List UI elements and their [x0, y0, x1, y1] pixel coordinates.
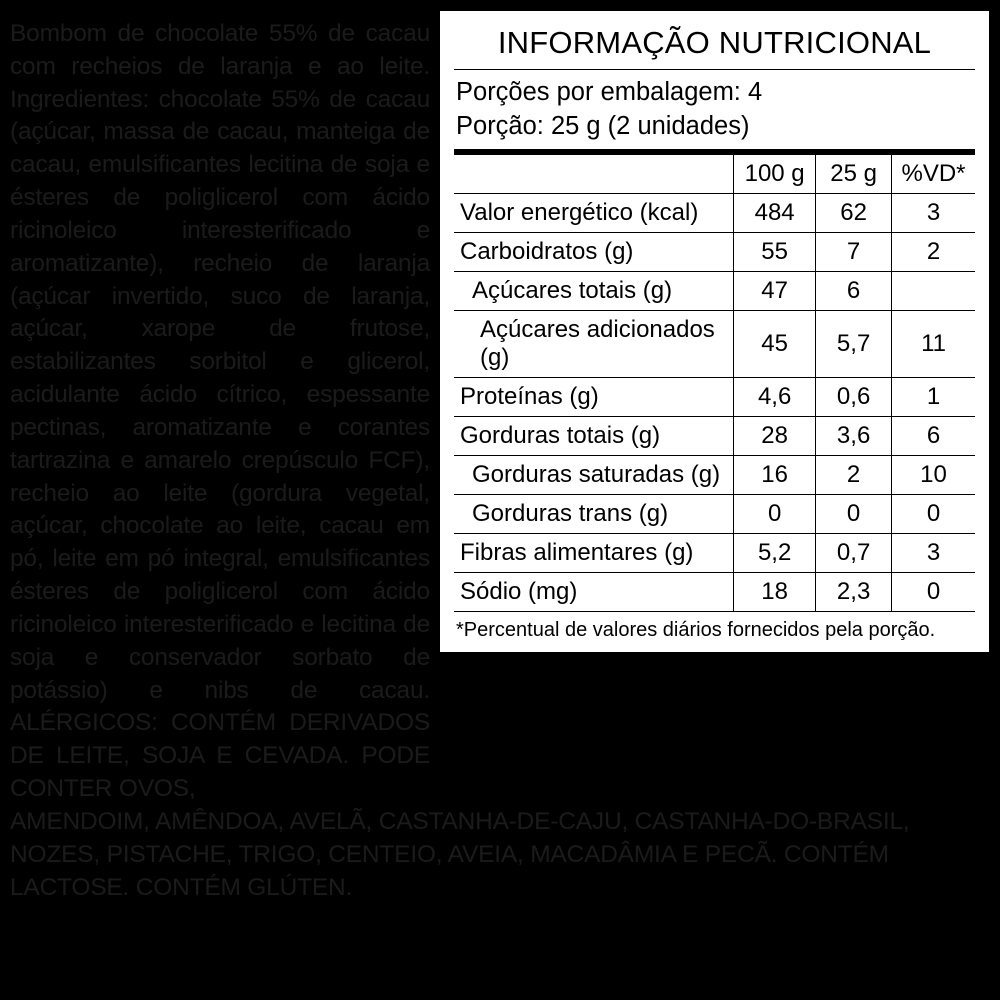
table-row	[454, 456, 975, 495]
title-divider	[454, 69, 975, 70]
row-label: Gorduras trans (g)	[454, 495, 734, 534]
table-row	[454, 573, 975, 612]
nutrition-facts-panel	[437, 8, 992, 655]
nutrition-table	[454, 155, 975, 612]
row-value-100g: 28	[734, 417, 816, 456]
table-body	[454, 194, 975, 612]
header-100g: 100 g	[734, 155, 816, 194]
row-value-vd: 1	[892, 378, 975, 417]
row-value-100g: 18	[734, 573, 816, 612]
row-value-100g: 47	[734, 272, 816, 311]
nutrition-footnote: *Percentual de valores diários fornecidos pela porção.	[456, 619, 936, 642]
row-value-vd	[892, 272, 975, 311]
row-value-vd: 2	[892, 233, 975, 272]
table-row	[454, 495, 975, 534]
table-header-row	[454, 155, 975, 194]
table-row	[454, 311, 975, 378]
row-label: Valor energético (kcal)	[454, 194, 734, 233]
row-label: Açúcares totais (g)	[454, 272, 734, 311]
table-row	[454, 233, 975, 272]
table-row	[454, 272, 975, 311]
ingredients-paragraph-narrow: Bombom de chocolate 55% de cacau com recheios de laranja e ao leite. Ingredientes: chocolate 55% de cacau (açúcar, massa de cacau, manteiga de cacau, emulsificantes lecitina de soja e ésteres de poliglicerol com ácido ricinoleico interesterificado e aromatizante), recheio de laranja (açúcar invertido, suco de laranja, açúcar, xarope de frutose, estabilizantes sorbitol e glicerol, acidulante ácido cítrico, espessante pectinas, aromatizante e corantes tartrazina e amarelo crepúsculo FCF), recheio ao leite (gordura vegetal, açúcar, chocolate ao leite, cacau em pó, leite em pó integral, emulsificantes ésteres de poliglicerol com ácido ricinoleico interesterificado e lecitina de soja e conservador sorbato de potássio) e nibs de cacau. ALÉRGICOS: CONTÉM DERIVADOS DE LEITE, SOJA E CEVADA. PODE CONTER OVOS,	[10, 20, 430, 803]
row-value-100g: 16	[734, 456, 816, 495]
table-row	[454, 534, 975, 573]
table-row	[454, 378, 975, 417]
header-nutrient	[454, 155, 734, 194]
row-value-vd: 10	[892, 456, 975, 495]
row-value-portion: 6	[816, 272, 892, 311]
row-value-100g: 4,6	[734, 378, 816, 417]
table-row	[454, 194, 975, 233]
row-label: Açúcares adicionados (g)	[454, 311, 734, 378]
header-portion: 25 g	[816, 155, 892, 194]
ingredients-paragraph-wide: AMENDOIM, AMÊNDOA, AVELÃ, CASTANHA-DE-CAJU, CASTANHA-DO-BRASIL, NOZES, PISTACHE, TRIGO, CENTEIO, AVEIA, MACADÂMIA E PECÃ. CONTÉM LACTOSE. CONTÉM GLÚTEN.	[10, 807, 910, 901]
row-value-100g: 484	[734, 194, 816, 233]
row-label: Proteínas (g)	[454, 378, 734, 417]
nutrition-title: INFORMAÇÃO NUTRICIONAL	[497, 25, 932, 60]
row-label: Carboidratos (g)	[454, 233, 734, 272]
row-value-vd: 0	[892, 573, 975, 612]
row-value-vd: 3	[892, 194, 975, 233]
table-row	[454, 417, 975, 456]
row-label: Sódio (mg)	[454, 573, 734, 612]
row-value-vd: 0	[892, 495, 975, 534]
servings-per-package: Porções por embalagem: 4	[456, 78, 763, 106]
row-label: Gorduras totais (g)	[454, 417, 734, 456]
serving-size: Porção: 25 g (2 unidades)	[456, 111, 750, 140]
row-value-portion: 2	[816, 456, 892, 495]
row-value-100g: 45	[734, 311, 816, 378]
row-value-portion: 7	[816, 233, 892, 272]
row-value-100g: 0	[734, 495, 816, 534]
row-value-portion: 0,6	[816, 378, 892, 417]
row-value-vd: 6	[892, 417, 975, 456]
row-value-portion: 0,7	[816, 534, 892, 573]
row-value-portion: 62	[816, 194, 892, 233]
row-value-100g: 55	[734, 233, 816, 272]
row-value-portion: 5,7	[816, 311, 892, 378]
row-value-portion: 2,3	[816, 573, 892, 612]
row-label: Fibras alimentares (g)	[454, 534, 734, 573]
row-label: Gorduras saturadas (g)	[454, 456, 734, 495]
header-percent-vd: %VD*	[892, 155, 975, 194]
row-value-portion: 3,6	[816, 417, 892, 456]
row-value-portion: 0	[816, 495, 892, 534]
row-value-100g: 5,2	[734, 534, 816, 573]
row-value-vd: 3	[892, 534, 975, 573]
row-value-vd: 11	[892, 311, 975, 378]
